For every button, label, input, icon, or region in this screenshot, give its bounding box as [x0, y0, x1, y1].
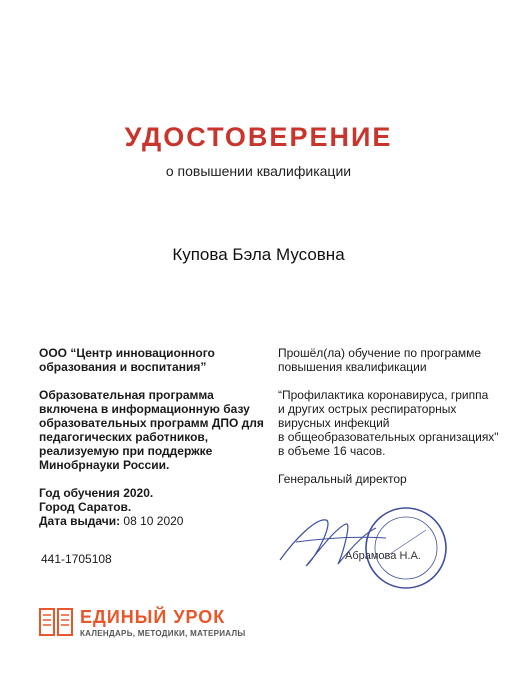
issue-date-value: 08 10 2020	[123, 514, 184, 528]
director-title: Генеральный директор	[278, 472, 407, 486]
book-icon	[39, 606, 73, 638]
course-line-3: вирусных инфекций	[278, 416, 390, 430]
program-note: Образовательная программа включена в информационную базу образовательных программ ДПО для педагогических работников, реализуемую при поддержке Минобрнауки России.	[39, 388, 264, 472]
holder-name: Купова Бэла Мусовна	[172, 245, 345, 264]
course-line-1: “Профилактика коронавируса, гриппа	[278, 388, 489, 402]
stamp-inner-ring	[375, 517, 437, 579]
organization-name: ООО “Центр инновационного образования и воспитания”	[39, 346, 215, 374]
issue-date-label: Дата выдачи:	[39, 514, 121, 528]
signature-stamp	[276, 498, 456, 598]
logo-subtitle: КАЛЕНДАРЬ, МЕТОДИКИ, МАТЕРИАЛЫ	[80, 629, 246, 638]
signature-underline	[296, 537, 386, 542]
left-column	[39, 346, 264, 528]
course-line-5: в объеме 16 часов.	[278, 444, 386, 458]
course-line-4: в общеобразовательных организациях"	[278, 430, 499, 444]
right-column	[278, 346, 503, 486]
city: Город Саратов.	[39, 500, 132, 514]
study-year: Год обучения 2020.	[39, 486, 154, 500]
certificate-subtitle: о повышении квалификации	[165, 163, 352, 179]
logo-title: ЕДИНЫЙ УРОК	[80, 607, 226, 627]
edinyi-urok-logo	[39, 606, 259, 640]
issue-date-row	[39, 514, 264, 528]
stamp-outer-ring	[366, 508, 446, 588]
completed-text: Прошёл(ла) обучение по программе повышения квалификации	[278, 346, 482, 374]
signer-name: Абрамова Н.А.	[345, 550, 421, 562]
certificate-title: УДОСТОВЕРЕНИЕ	[124, 122, 393, 152]
course-line-2: и других острых респираторных	[278, 402, 457, 416]
registration-number: 441-1705108	[41, 552, 112, 566]
course-title	[278, 388, 503, 458]
